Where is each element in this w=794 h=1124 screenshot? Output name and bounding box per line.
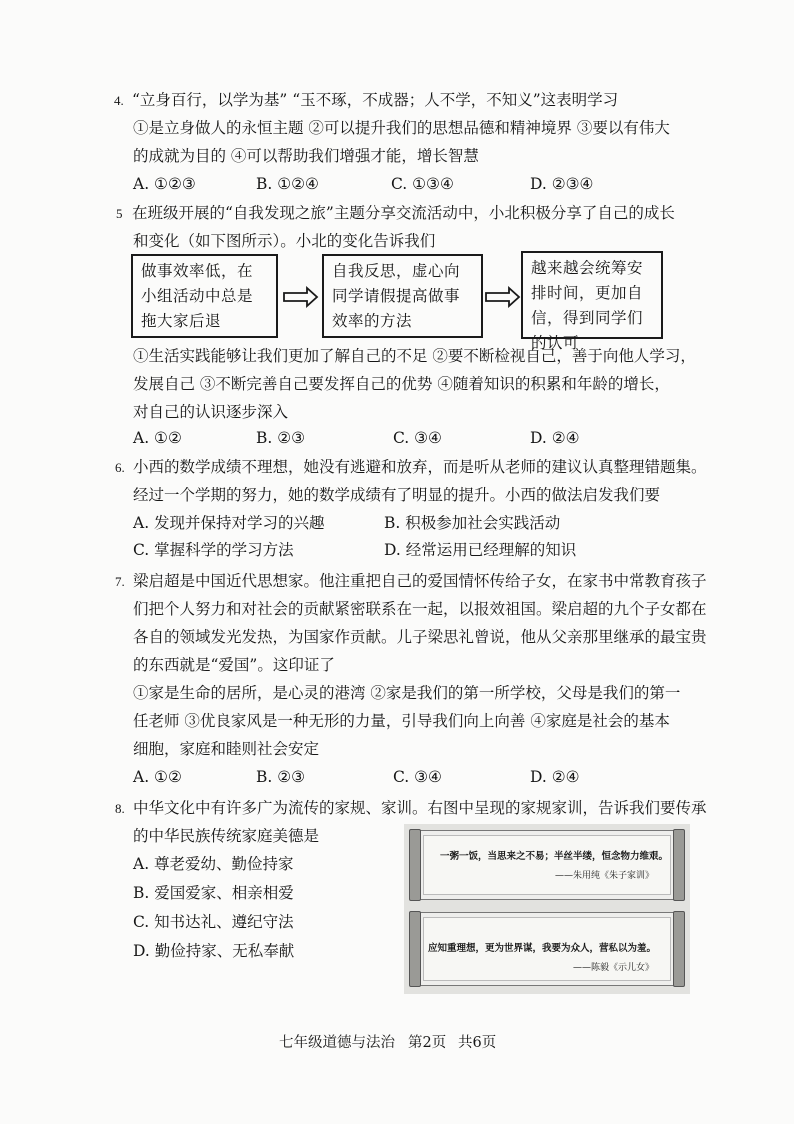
- q5-option-d: D. ②④: [530, 429, 580, 447]
- q5-choices-line3: 对自己的认识逐步深入: [133, 403, 289, 421]
- q5-option-b: B. ②③: [256, 429, 306, 447]
- q5-choices-line1: ①生活实践能够让我们更加了解自己的不足 ②要不断检视自己，善于向他人学习，: [133, 347, 696, 365]
- q6-number: 6.: [115, 460, 125, 475]
- q4-stem-line2: ①是立身做人的永恒主题 ②可以提升我们的思想品德和精神境界 ③要以有伟大: [133, 119, 670, 137]
- q7-number: 7.: [115, 574, 125, 589]
- q7-stem-line2: 们把个人努力和对社会的贡献紧密联系在一起，以报效祖国。梁启超的九个子女都在: [133, 600, 707, 618]
- q7-option-b: B. ②③: [256, 768, 306, 786]
- q8-option-a: A. 尊老爱幼、勤俭持家: [133, 855, 294, 873]
- flow-arrow-icon: [283, 286, 319, 308]
- q7-stem-line1: 梁启超是中国近代思想家。他注重把自己的爱国情怀传给子女，在家书中常教育孩子: [133, 572, 707, 590]
- q7-choices-line2: 任老师 ③优良家风是一种无形的力量，引导我们向上向善 ④家庭是社会的基本: [133, 712, 670, 730]
- q8-option-d: D. 勤俭持家、无私奉献: [133, 942, 295, 960]
- q8-stem-line2: 的中华民族传统家庭美德是: [133, 827, 320, 845]
- q5-stem-line2: 和变化（如下图所示）。小北的变化告诉我们: [133, 232, 436, 250]
- q4-option-c: C. ①③④: [391, 175, 454, 193]
- motto-scroll-2: [410, 912, 684, 986]
- q8-stem-line1: 中华文化中有许多广为流传的家规、家训。右图中呈现的家规家训，告诉我们要传承: [133, 799, 707, 817]
- q6-option-d: D. 经常运用已经理解的知识: [384, 541, 577, 559]
- q7-choices-line1: ①家是生命的居所，是心灵的港湾 ②家是我们的第一所学校，父母是我们的第一: [133, 684, 681, 702]
- q5-flow-box-1: 做事效率低，在小组活动中总是拖大家后退: [131, 254, 278, 338]
- motto-scroll-1-text: 一粥一饭，当思来之不易；半丝半缕，恒念物力维艰。: [440, 851, 669, 862]
- q4-option-b: B. ①②④: [256, 175, 319, 193]
- q5-number: 5: [116, 206, 123, 221]
- q6-option-a: A. 发现并保持对学习的兴趣: [133, 514, 325, 532]
- q5-option-c: C. ③④: [393, 429, 442, 447]
- q4-option-a: A. ①②③: [133, 175, 196, 193]
- q5-flow-box-3: 越来越会统筹安排时间，更加自信，得到同学们的认可: [521, 251, 663, 339]
- q8-option-b: B. 爱国爱家、相亲相爱: [133, 884, 294, 902]
- q4-stem-line1: “立身百行，以学为基” “玉不琢，不成器；人不学，不知义”这表明学习: [132, 91, 619, 109]
- footer-page-number: 第2页: [408, 1035, 447, 1051]
- family-motto-image: [404, 824, 690, 994]
- q5-option-a: A. ①②: [133, 429, 182, 447]
- q6-option-b: B. 积极参加社会实践活动: [384, 514, 561, 532]
- q5-stem-line1: 在班级开展的“自我发现之旅”主题分享交流活动中，小北积极分享了自己的成长: [132, 204, 675, 222]
- q8-number: 8.: [115, 801, 125, 816]
- q6-option-c: C. 掌握科学的学习方法: [133, 541, 294, 559]
- flow-arrow-icon: [485, 286, 521, 308]
- motto-scroll-2-text: 应知重理想，更为世界谋，我要为众人，营私以为羞。: [428, 943, 657, 954]
- motto-scroll-2-source: ——陈毅《示儿女》: [572, 963, 654, 973]
- q7-option-a: A. ①②: [133, 768, 182, 786]
- motto-scroll-1: [410, 830, 684, 900]
- q7-stem-line4: 的东西就是“爱国”。这印证了: [133, 656, 335, 674]
- q6-stem-line2: 经过一个学期的努力，她的数学成绩有了明显的提升。小西的做法启发我们要: [133, 486, 661, 504]
- footer-total-pages: 共6页: [458, 1035, 497, 1051]
- q4-option-d: D. ②③④: [530, 175, 594, 193]
- q7-stem-line3: 各自的领域发光发热，为国家作贡献。儿子梁思礼曾说，他从父亲那里继承的最宝贵: [133, 628, 707, 646]
- q8-option-c: C. 知书达礼、遵纪守法: [133, 913, 294, 931]
- q5-flow-box-2: 自我反思，虚心向同学请假提高做事效率的方法: [322, 254, 483, 338]
- motto-scroll-1-source: ——朱用纯《朱子家训》: [554, 871, 654, 881]
- q7-option-d: D. ②④: [530, 768, 580, 786]
- q4-number: 4.: [114, 93, 124, 108]
- q7-option-c: C. ③④: [393, 768, 442, 786]
- q7-choices-line3: 细胞，家庭和睦则社会安定: [133, 740, 320, 758]
- q6-stem-line1: 小西的数学成绩不理想，她没有逃避和放弃，而是听从老师的建议认真整理错题集。: [133, 458, 707, 476]
- footer-subject: 七年级道德与法治: [279, 1035, 395, 1051]
- q5-choices-line2: 发展自己 ③不断完善自己要发挥自己的优势 ④随着知识的积累和年龄的增长，: [133, 375, 670, 393]
- q4-stem-line3: 的成就为目的 ④可以帮助我们增强才能，增长智慧: [133, 147, 479, 165]
